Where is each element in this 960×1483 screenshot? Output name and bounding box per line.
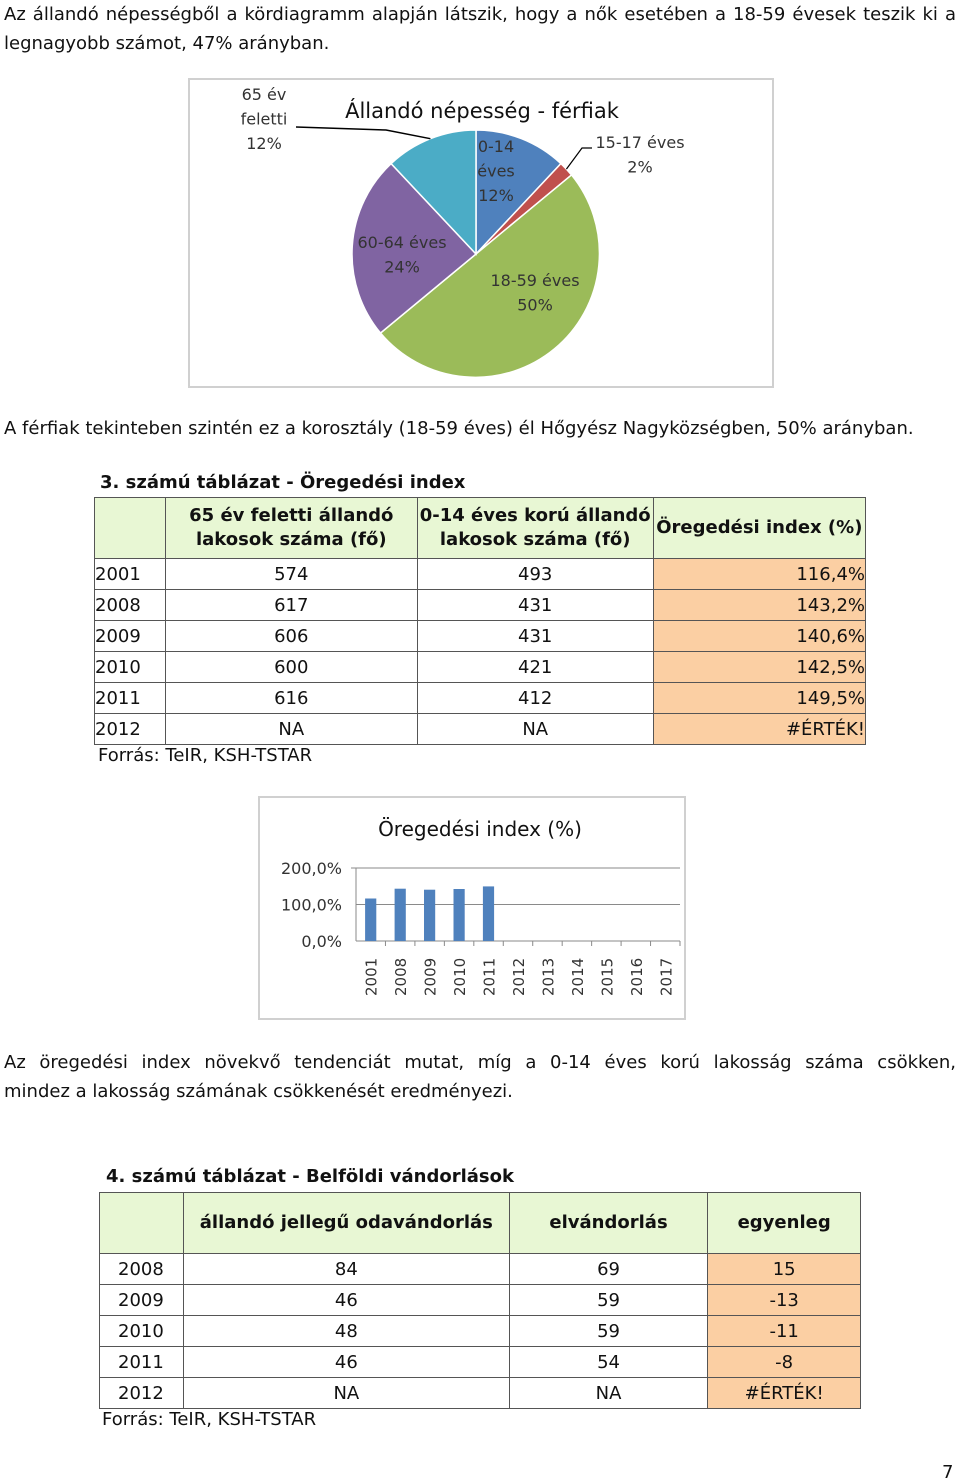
table-cell: 46: [183, 1347, 509, 1378]
bar-chart-title: Öregedési index (%): [378, 817, 582, 841]
x-tick-label: 2016: [627, 957, 646, 996]
table-cell: 412: [417, 683, 653, 714]
aging-index-table: [94, 497, 866, 745]
table-cell: NA: [417, 714, 653, 745]
bar-chart-box: [258, 796, 686, 1020]
bar: [365, 899, 376, 942]
table-cell: -13: [708, 1285, 861, 1316]
table-header-cell: [95, 498, 166, 559]
x-tick-label: 2011: [480, 957, 499, 996]
table-cell: 143,2%: [653, 590, 865, 621]
migration-table: [99, 1192, 861, 1409]
x-tick-label: 2014: [568, 957, 587, 996]
x-tick-label: 2013: [539, 957, 558, 996]
table-row: [100, 1347, 861, 1378]
table-cell: 2011: [100, 1347, 184, 1378]
table-row: [100, 1285, 861, 1316]
table-cell: 2011: [95, 683, 166, 714]
table-cell: 149,5%: [653, 683, 865, 714]
x-tick-label: 2010: [451, 957, 470, 996]
table-cell: NA: [509, 1378, 708, 1409]
table-cell: 493: [417, 559, 653, 590]
table-cell: 2010: [95, 652, 166, 683]
pie-chart-title: Állandó népesség - férfiak: [345, 99, 619, 123]
table-header-cell: egyenleg: [708, 1193, 861, 1254]
pie-data-label: 18-59 éves 50%: [490, 271, 580, 315]
bar: [395, 889, 406, 941]
table-cell: -11: [708, 1316, 861, 1347]
table-row: [95, 683, 866, 714]
x-tick-label: 2008: [392, 957, 411, 996]
table-cell: 46: [183, 1285, 509, 1316]
table-cell: 116,4%: [653, 559, 865, 590]
bar: [424, 890, 435, 941]
table-cell: 616: [165, 683, 417, 714]
table-cell: 2008: [100, 1254, 184, 1285]
table-cell: NA: [183, 1378, 509, 1409]
table-cell: #ÉRTÉK!: [708, 1378, 861, 1409]
x-tick-label: 2012: [510, 957, 528, 996]
x-tick-label: 2017: [657, 957, 676, 996]
table-cell: 431: [417, 621, 653, 652]
table-cell: 84: [183, 1254, 509, 1285]
table-cell: 600: [165, 652, 417, 683]
table-cell: 606: [165, 621, 417, 652]
table-cell: 69: [509, 1254, 708, 1285]
pie-data-label: 15-17 éves 2%: [595, 133, 685, 177]
intro-line-1: Az állandó népességből a kördiagramm alapján látszik, hogy a nők esetében a 18-59 évesek teszik ki a: [4, 4, 956, 25]
table3-caption: 3. számú táblázat - Öregedési index: [100, 472, 466, 493]
table-row: [100, 1254, 861, 1285]
table-header-cell: [100, 1193, 184, 1254]
men-paragraph: A férfiak tekinteben szintén ez a korosztály (18-59 éves) él Hőgyész Nagyközségben, 50% arányban.: [4, 418, 914, 439]
bar: [483, 886, 494, 941]
table-header-cell: Öregedési index (%): [653, 498, 865, 559]
y-tick-label: 0,0%: [301, 932, 342, 951]
table-header-cell: 65 év feletti állandó lakosok száma (fő): [165, 498, 417, 559]
table-cell: 2010: [100, 1316, 184, 1347]
table-header-cell: 0-14 éves korú állandó lakosok száma (fő): [417, 498, 653, 559]
table3-source: Forrás: TeIR, KSH-TSTAR: [98, 745, 313, 766]
table-cell: 2009: [95, 621, 166, 652]
x-tick-label: 2001: [362, 957, 381, 996]
table-row: [95, 652, 866, 683]
trend-line-2: mindez a lakosság számának csökkenését eredményezi.: [4, 1081, 513, 1102]
y-tick-label: 100,0%: [280, 895, 342, 915]
x-tick-label: 2009: [421, 957, 440, 996]
table-cell: 2008: [95, 590, 166, 621]
table-cell: 54: [509, 1347, 708, 1378]
x-tick-label: 2015: [598, 957, 617, 996]
table-cell: 431: [417, 590, 653, 621]
table-header-row: [100, 1193, 861, 1254]
bar-chart: [260, 798, 684, 1018]
table-row: [95, 621, 866, 652]
intro-line-2: legnagyobb számot, 47% arányban.: [4, 33, 330, 54]
table-cell: 617: [165, 590, 417, 621]
table-cell: 2012: [100, 1378, 184, 1409]
table-cell: 421: [417, 652, 653, 683]
table-row: [95, 559, 866, 590]
page-number: 7: [942, 1462, 954, 1483]
table-cell: 15: [708, 1254, 861, 1285]
table-cell: 574: [165, 559, 417, 590]
table-row: [95, 590, 866, 621]
pie-leader-line: [296, 127, 430, 139]
table-cell: 2001: [95, 559, 166, 590]
table4-caption: 4. számú táblázat - Belföldi vándorlások: [106, 1166, 514, 1187]
pie-chart-box: [188, 78, 774, 388]
pie-data-label: 60-64 éves 24%: [357, 233, 447, 277]
pie-data-label: 65 év feletti 12%: [240, 85, 288, 153]
table-cell: #ÉRTÉK!: [653, 714, 865, 745]
table-cell: NA: [165, 714, 417, 745]
table-header-cell: elvándorlás: [509, 1193, 708, 1254]
table-header-row: [95, 498, 866, 559]
table-cell: 140,6%: [653, 621, 865, 652]
table-row: [100, 1378, 861, 1409]
pie-chart: [190, 80, 772, 386]
pie-data-label: 0-14 éves 12%: [477, 137, 515, 205]
table-cell: 59: [509, 1285, 708, 1316]
trend-paragraph: [4, 1048, 956, 1106]
table4-source: Forrás: TeIR, KSH-TSTAR: [102, 1409, 317, 1430]
table-cell: 2009: [100, 1285, 184, 1316]
y-tick-label: 200,0%: [280, 859, 342, 878]
pie-leader-line: [566, 148, 592, 169]
table-row: [100, 1316, 861, 1347]
bar: [454, 889, 465, 941]
table-cell: 59: [509, 1316, 708, 1347]
table-cell: 142,5%: [653, 652, 865, 683]
table-cell: 48: [183, 1316, 509, 1347]
table-cell: 2012: [95, 714, 166, 745]
trend-line-1: Az öregedési index növekvő tendenciát mutat, míg a 0-14 éves korú lakosság száma csökken,: [4, 1052, 956, 1073]
table-row: [95, 714, 866, 745]
intro-paragraph: [4, 0, 956, 58]
table-header-cell: állandó jellegű odavándorlás: [183, 1193, 509, 1254]
table-cell: -8: [708, 1347, 861, 1378]
